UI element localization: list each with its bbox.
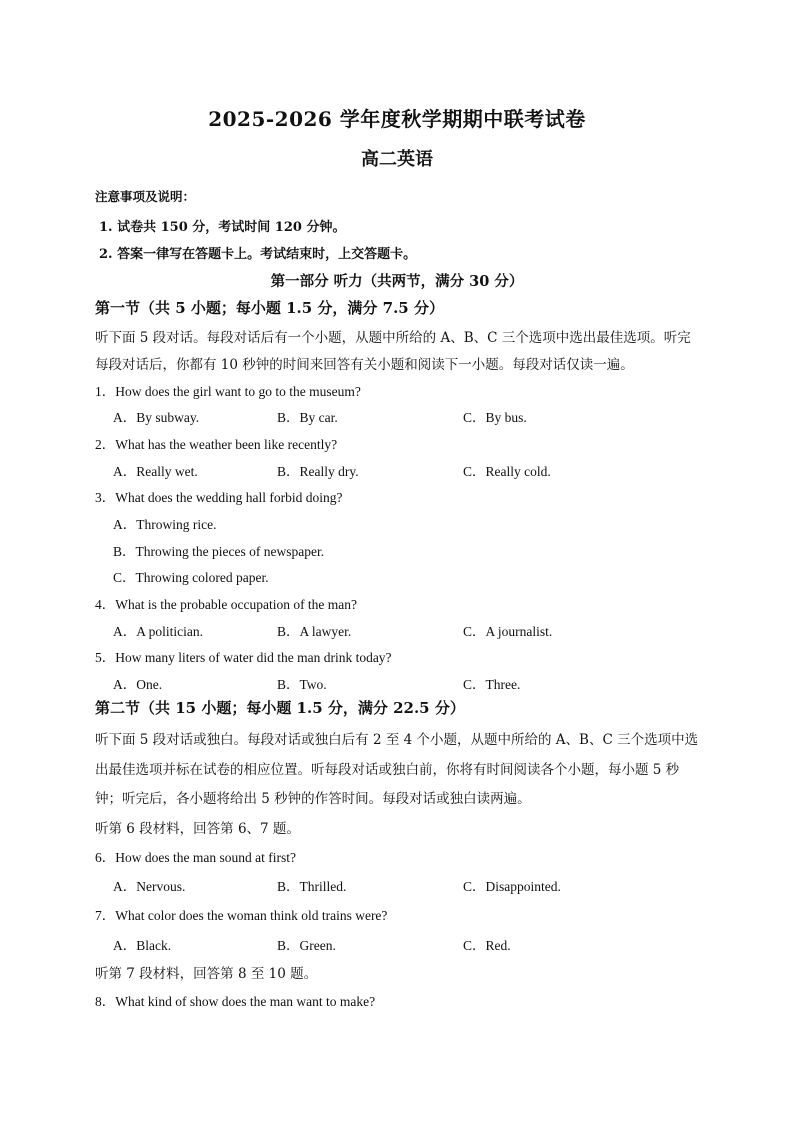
option-a: A．Really wet. xyxy=(113,464,198,479)
option-c: C．Throwing colored paper. xyxy=(113,570,269,585)
option-a: A．Nervous. xyxy=(113,879,186,894)
question-stem: 8．What kind of show does the man want to make? xyxy=(95,994,376,1009)
section1-heading: 第一节（共 5 小题；每小题 1.5 分，满分 7.5 分） xyxy=(95,299,444,317)
option-b: B．Really dry. xyxy=(277,464,359,479)
notes-heading: 注意事项及说明： xyxy=(95,189,196,204)
option-a: A．Throwing rice. xyxy=(113,517,217,532)
option-c: C．Red. xyxy=(463,938,511,953)
section2-instruction-line: 钟；听完后，各小题将给出 5 秒钟的作答时间。每段对话或独白读两遍。 xyxy=(95,791,531,807)
question-stem: 3．What does the wedding hall forbid doing? xyxy=(95,490,343,505)
option-b: B．Throwing the pieces of newspaper. xyxy=(113,544,325,559)
option-c: C．By bus. xyxy=(463,410,527,425)
section2-instruction-line: 出最佳选项并标在试卷的相应位置。听每段对话或独白前，你将有时间阅读各个小题，每小题 5 秒 xyxy=(95,762,680,778)
section1-instruction-line: 听下面 5 段对话。每段对话后有一个小题，从题中所给的 A、B、C 三个选项中选出最佳选项。听完 xyxy=(95,330,691,346)
section2-instruction-line: 听下面 5 段对话或独白。每段对话或独白后有 2 至 4 个小题，从题中所给的 A、B、C 三个选项中选 xyxy=(95,732,699,748)
question-stem: 6．How does the man sound at first? xyxy=(95,850,296,865)
section2-heading: 第二节（共 15 小题；每小题 1.5 分，满分 22.5 分） xyxy=(95,699,465,717)
question-stem: 4．What is the probable occupation of the man? xyxy=(95,597,358,612)
question-stem: 7．What color does the woman think old trains were? xyxy=(95,908,388,923)
option-a: A．One. xyxy=(113,677,163,692)
option-c: C．Disappointed. xyxy=(463,879,561,894)
material-instruction: 听第 7 段材料，回答第 8 至 10 题。 xyxy=(95,966,318,982)
part1-heading: 第一部分 听力（共两节，满分 30 分） xyxy=(270,273,524,290)
option-c: C．Three. xyxy=(463,677,521,692)
option-a: A．A politician. xyxy=(113,624,203,639)
question-stem: 1．How does the girl want to go to the museum? xyxy=(95,384,361,399)
option-a: A．By subway. xyxy=(113,410,200,425)
option-b: B．Green. xyxy=(277,938,336,953)
question-stem: 2．What has the weather been like recently? xyxy=(95,437,338,452)
question-stem: 5．How many liters of water did the man drink today? xyxy=(95,650,392,665)
note-item: 2. 答案一律写在答题卡上。考试结束时，上交答题卡。 xyxy=(99,247,417,262)
exam-title: 2025-2026 学年度秋学期期中联考试卷 xyxy=(208,107,586,131)
exam-subject: 高二英语 xyxy=(361,149,433,170)
note-item: 1. 试卷共 150 分，考试时间 120 分钟。 xyxy=(99,220,346,235)
option-b: B．A lawyer. xyxy=(277,624,352,639)
option-b: B．Two. xyxy=(277,677,327,692)
option-b: B．Thrilled. xyxy=(277,879,347,894)
option-c: C．Really cold. xyxy=(463,464,551,479)
option-a: A．Black. xyxy=(113,938,172,953)
option-b: B．By car. xyxy=(277,410,338,425)
option-c: C．A journalist. xyxy=(463,624,553,639)
material-instruction: 听第 6 段材料，回答第 6、7 题。 xyxy=(95,821,300,837)
section1-instruction-line: 每段对话后，你都有 10 秒钟的时间来回答有关小题和阅读下一小题。每段对话仅读一遍。 xyxy=(95,357,634,373)
